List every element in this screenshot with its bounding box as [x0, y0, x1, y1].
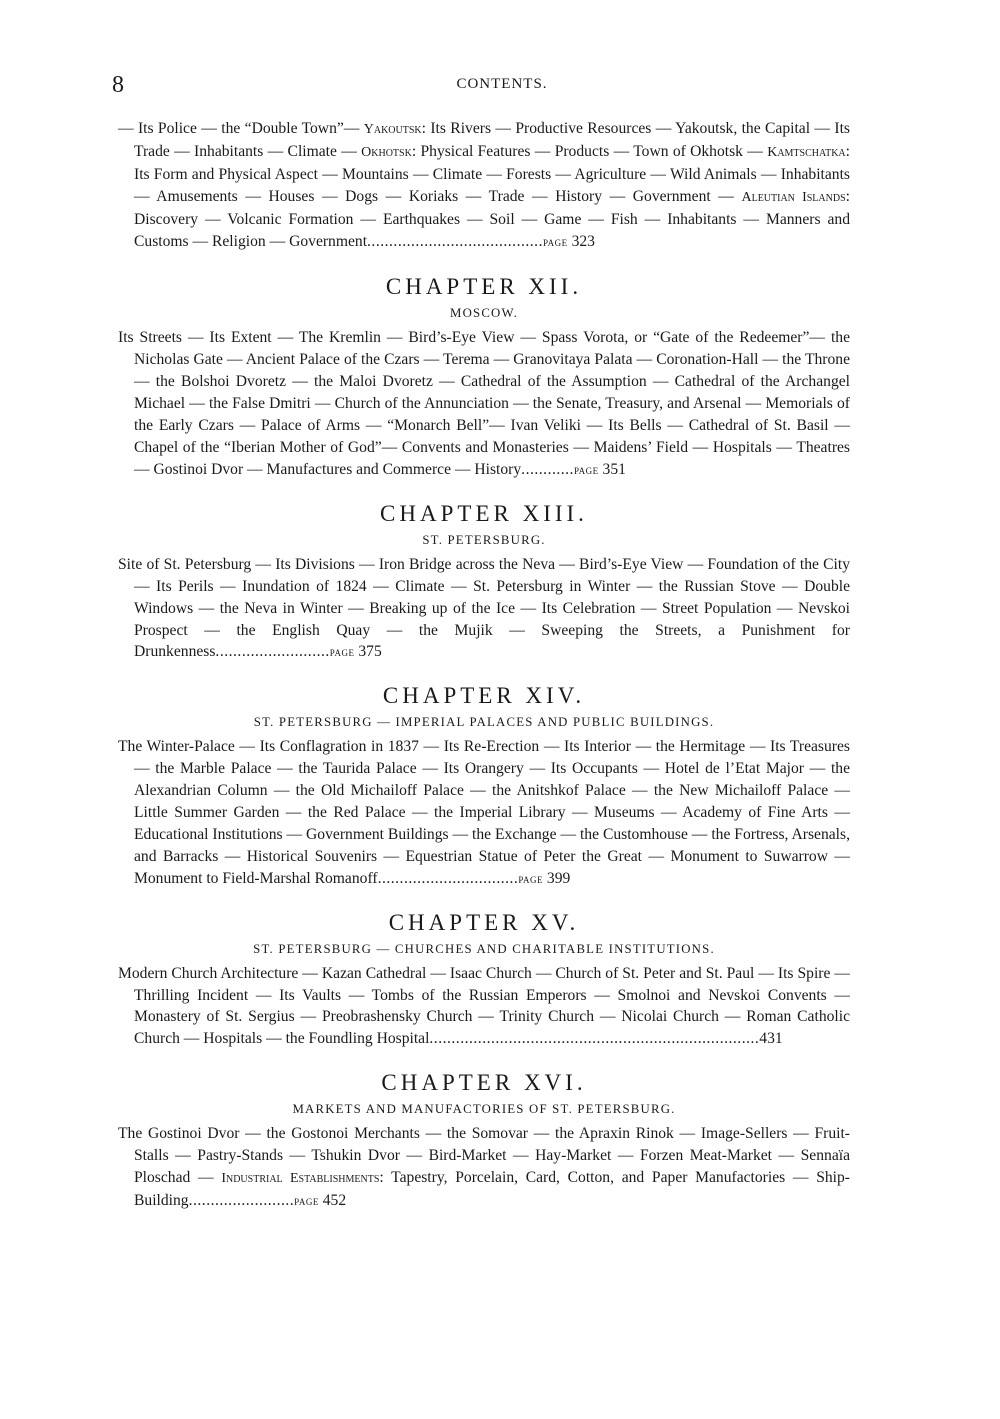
page-label: page [294, 1193, 319, 1208]
entry-text: The Winter-Palace — Its Conflagration in 1837 — Its Re-Erection — Its Interior — the Hermitage — Its Treasures — the Marble Palace — the Taurida Palace — Its Orangery — Its Occupants — Hotel de l’Etat Major — the Alexandrian Column — the Old Michailoff Palace — the Anitshkof Palace — the New Michailoff Palace — Little Summer Garden — the Red Palace — the Imperial Library — Museums — Academy of Fine Arts — Educational Institutions — Government Buildings — the Exchange — the Customhouse — the Fortress, Arsenals, and Barracks — Historical Souvenirs — Equestrian Statue of Peter the Great — Monument to Suwarrow — Monument to Field-Marshal Romanoff [118, 738, 850, 887]
contents-entry [118, 736, 850, 889]
entry-text: : Its Rivers — Productive Resources — Yakoutsk, the Capital — Its Trade — Inhabitants — Climate — [134, 120, 850, 160]
page-reference: ..........................page 375 [215, 643, 382, 661]
entry-place-name: Okhotsk [361, 144, 412, 160]
entry-place-name: Yakoutsk [363, 122, 422, 137]
contents-entry [118, 1123, 850, 1212]
entry-place-name: Kamtschatka [767, 144, 846, 160]
page-number: 8 [112, 72, 124, 98]
entry-text: The Gostinoi Dvor — the Gostonoi Merchants — the Somovar — the Apraxin Rinok — Image-Sellers — Fruit-Stalls — Pastry-Stands — Tshukin Dvor — Bird-Market — Hay-Market — Forzen Meat-Market — Sennaïa Ploschad — [118, 1125, 850, 1187]
page-value: 323 [571, 232, 595, 250]
entry-text: : Tapestry, Porcelain, Card, Cotton, and Paper Manufactories — Ship-Building [134, 1169, 850, 1209]
entry-text: : Its Form and Physical Aspect — Mountains — Climate — Forests — Agriculture — Wild Animals — Inhabitants — Amusements — Houses — Dogs — Koriaks — Trade — History — Government — [134, 142, 850, 205]
page-value: 351 [602, 460, 626, 478]
chapter-subtitle: ST. PETERSBURG — IMPERIAL PALACES AND PUBLIC BUILDINGS. [253, 715, 715, 730]
entry-text: : Discovery — Volcanic Formation — Earthquakes — Soil — Game — Fish — Inhabitants — Manners and Customs — Religion — Government [134, 187, 850, 250]
entry-text: Modern Church Architecture — Kazan Cathedral — Isaac Church — Church of St. Peter and St. Paul — Its Spire — Thrilling Incident — Its Vaults — Tombs of the Russian Emperors — Smolnoi and Nevskoi Convents — Monastery of St. Sergius — Preobrashensky Church — Trinity Church — Nicolai Church — Roman Catholic Church — Hospitals — the Foundling Hospital [118, 964, 850, 1048]
chapter-heading: CHAPTER XIV. [382, 683, 586, 709]
page-reference: ........................................page 323 [367, 232, 595, 250]
chapter-subtitle: ST. PETERSBURG. [422, 532, 546, 547]
chapter-subtitle: MARKETS AND MANUFACTORIES OF ST. PETERSBURG. [292, 1102, 676, 1117]
page-label: page [329, 644, 355, 660]
page-value: 399 [546, 869, 571, 887]
entry-text: Site of St. Petersburg — Its Divisions — Iron Bridge across the Neva — Bird’s-Eye View — Foundation of the City — Its Perils — Inundation of 1824 — Climate — St. Petersburg in Winter — the Russian Stove — Double Windows — the Neva in Winter — Breaking up of the Ice — Its Celebration — Street Population — Nevskoi Prospect — the English Quay — the Mujik — Sweeping the Streets, a Punishment for Drunkenness [118, 555, 850, 661]
chapter-subtitle: ST. PETERSBURG — CHURCHES AND CHARITABLE INSTITUTIONS. [253, 941, 715, 956]
entry-text: Its Streets — Its Extent — The Kremlin — Bird’s-Eye View — Spass Vorota, or “Gate of the Redeemer”— the Nicholas Gate — Ancient Palace of the Czars — Terema — Granovitaya Palata — Coronation-Hall — the Throne — the Bolshoi Dvoretz — the Maloi Dvoretz — Cathedral of the Assumption — Cathedral of the Archangel Michael — the False Dmitri — Church of the Annunciation — the Senate, Treasury, and Arsenal — Memorials of the Early Czars — Palace of Arms — “Monarch Bell”— Ivan Veliki — Its Bells — Cathedral of St. Basil — Chapel of the “Iberian Mother of God”— Convents and Monasteries — Maidens’ Field — Hospitals — Theatres — Gostinoi Dvor — Manufactures and Commerce — History [118, 329, 850, 478]
page-label: page [542, 233, 568, 249]
contents-body [118, 118, 850, 1212]
entry-text: : Physical Features — Products — Town of Okhotsk — [411, 142, 768, 160]
chapter-heading: CHAPTER XIII. [380, 500, 588, 526]
running-title: CONTENTS. [456, 76, 548, 92]
chapter-heading: CHAPTER XV. [388, 909, 580, 935]
page-reference: ................................page 399 [377, 869, 571, 887]
contents-entry [118, 327, 850, 480]
page-label: page [573, 461, 599, 477]
contents-entry-continued [118, 118, 850, 252]
entry-text: — Its Police — the “Double Town”— [118, 120, 364, 137]
page-reference: ............page 351 [521, 460, 626, 478]
chapter-subtitle: MOSCOW. [449, 306, 519, 321]
chapter-heading: CHAPTER XVI. [381, 1070, 587, 1096]
contents-entry [118, 554, 850, 664]
page-header [112, 72, 892, 96]
page-value: 375 [358, 643, 382, 661]
contents-entry [118, 963, 850, 1051]
entry-section-name: Industrial Establishments [221, 1171, 380, 1187]
page-reference: ...........................................................................431 [429, 1030, 783, 1048]
page-reference: ........................page 452 [188, 1192, 347, 1209]
page-value: 431 [759, 1030, 783, 1048]
chapter-heading: CHAPTER XII. [385, 274, 583, 300]
page-label: page [518, 870, 543, 886]
entry-place-name: Aleutian Islands [741, 189, 846, 205]
page-value: 452 [322, 1192, 347, 1209]
